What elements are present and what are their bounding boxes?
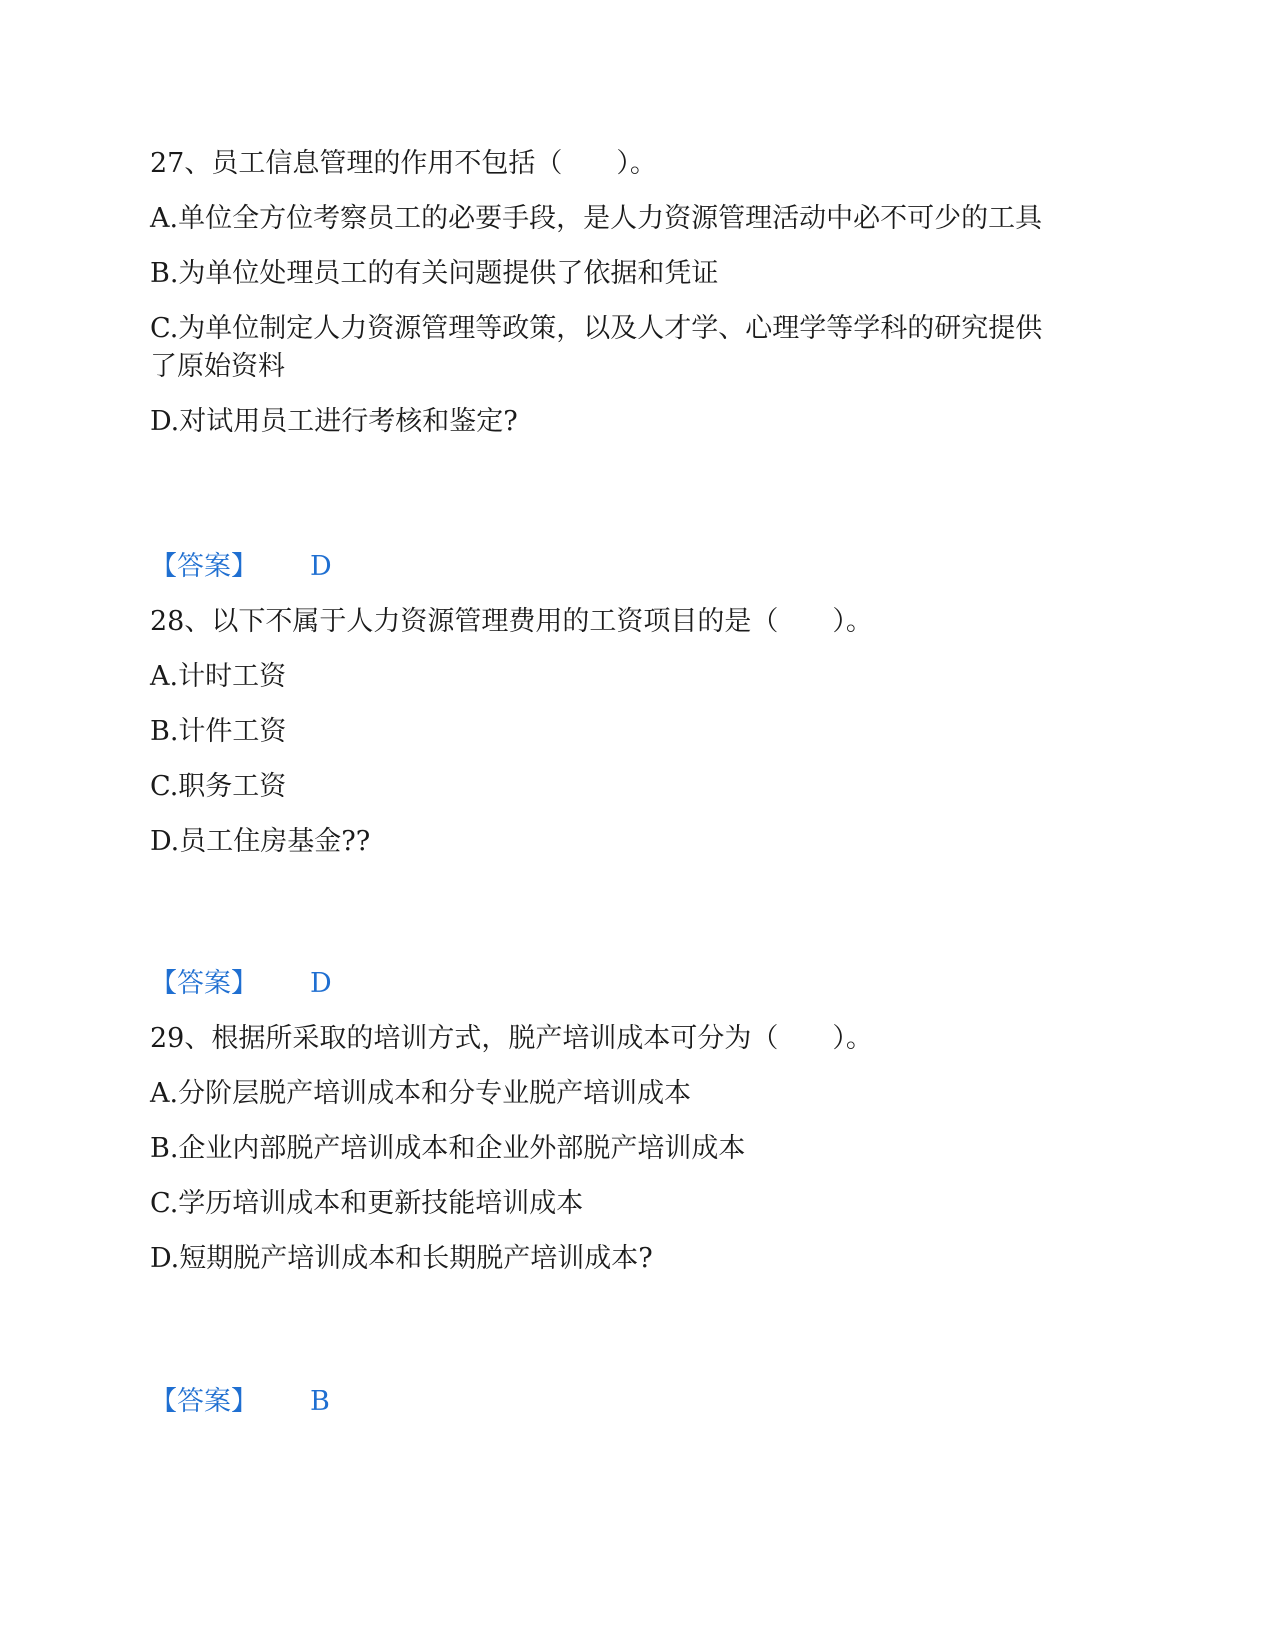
question-29-option-d: D.短期脱产培训成本和长期脱产培训成本? bbox=[150, 1243, 653, 1274]
question-29-stem: 29、根据所采取的培训方式，脱产培训成本可分为（ ）。 bbox=[150, 1023, 873, 1054]
question-27-option-a: A.单位全方位考察员工的必要手段，是人力资源管理活动中必不可少的工具 bbox=[150, 203, 1043, 234]
question-29-option-a: A.分阶层脱产培训成本和分专业脱产培训成本 bbox=[150, 1078, 692, 1109]
question-27-option-d: D.对试用员工进行考核和鉴定? bbox=[150, 406, 518, 437]
question-28-answer bbox=[150, 964, 332, 1004]
question-27-answer bbox=[150, 547, 332, 587]
question-28-stem: 28、以下不属于人力资源管理费用的工资项目的是（ ）。 bbox=[150, 606, 873, 637]
answer-label: 【答案】 bbox=[150, 968, 258, 999]
answer-label: 【答案】 bbox=[150, 1386, 258, 1417]
answer-label: 【答案】 bbox=[150, 551, 258, 582]
question-28-option-d: D.员工住房基金?? bbox=[150, 826, 371, 857]
question-27-option-b: B.为单位处理员工的有关问题提供了依据和凭证 bbox=[150, 258, 719, 289]
answer-value: B bbox=[310, 1386, 330, 1417]
question-27-option-c: C.为单位制定人力资源管理等政策，以及人才学、心理学等学科的研究提供 bbox=[150, 313, 1043, 344]
question-29-answer bbox=[150, 1382, 330, 1422]
question-28-option-c: C.职务工资 bbox=[150, 771, 287, 802]
answer-value: D bbox=[310, 968, 332, 999]
question-27-option-c-continued: 了原始资料 bbox=[150, 351, 285, 382]
question-28-option-a: A.计时工资 bbox=[150, 661, 287, 692]
question-29-option-b: B.企业内部脱产培训成本和企业外部脱产培训成本 bbox=[150, 1133, 746, 1164]
answer-value: D bbox=[310, 551, 332, 582]
question-27-stem: 27、员工信息管理的作用不包括（ ）。 bbox=[150, 148, 657, 179]
question-28-option-b: B.计件工资 bbox=[150, 716, 287, 747]
question-29-option-c: C.学历培训成本和更新技能培训成本 bbox=[150, 1188, 584, 1219]
